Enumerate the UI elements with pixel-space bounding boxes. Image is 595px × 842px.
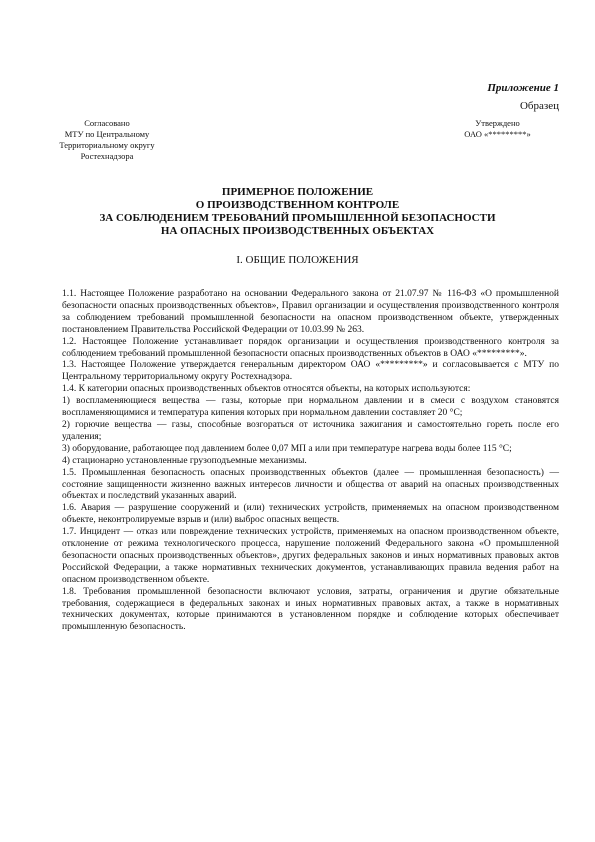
title-line: НА ОПАСНЫХ ПРОИЗВОДСТВЕННЫХ ОБЪЕКТАХ — [160, 225, 435, 237]
approval-agreed-line: Территориальному округу — [59, 140, 155, 150]
title-line: ЗА СОБЛЮДЕНИЕМ ТРЕБОВАНИЙ ПРОМЫШЛЕННОЙ БЕЗОПАСНОСТИ — [99, 212, 496, 224]
paragraph: 1.7. Инцидент — отказ или повреждение технических устройств, применяемых на опасном производственном объекте, отклонение от режима технологического процесса, нарушение положений Федерального закона «О промышленной безопасности опасных производственных объектов», других федеральных законов и иных нормативных правовых актов Российской Федерации, а также нормативных технических документов, устанавливающих правила ведения работ на опасном производственном объекте. — [62, 527, 559, 585]
approval-agreed-line: МТУ по Центральному — [64, 129, 150, 139]
paragraph: 1) воспламеняющиеся вещества — газы, которые при нормальном давлении и в смеси с воздухом становятся воспламеняющимися и температура кипения которых при нормальном давлении составляет 20 °С; — [62, 396, 559, 419]
paragraph: 1.1. Настоящее Положение разработано на основании Федерального закона от 21.07.97 № 116-ФЗ «О промышленной безопасности опасных производственных объектов», Правил организации и осуществления производственного контроля за соблюдением требований промышленной безопасности на опасном производственном объекте, утвержденных постановлением Правительства Российской Федерации от 10.03.99 № 263. — [62, 289, 559, 335]
paragraph: 1.2. Настоящее Положение устанавливает порядок организации и осуществления производственного контроля за соблюдением требований промышленной безопасности опасных производственных объектов в ОАО «*********». — [62, 336, 559, 359]
approval-agreed-line: Согласовано — [84, 118, 130, 128]
paragraph: 2) горючие вещества — газы, способные возгораться от источника зажигания и самостоятельно гореть после его удаления; — [62, 419, 559, 442]
paragraph: 4) стационарно установленные грузоподъемные механизмы. — [62, 455, 307, 466]
title-line: ПРИМЕРНОЕ ПОЛОЖЕНИЕ — [221, 186, 374, 198]
document-body — [62, 289, 559, 634]
approval-approved-line: Утверждено — [475, 118, 520, 128]
paragraph: 3) оборудование, работающее под давлением более 0,07 МП а или при температуре нагрева воды более 115 °С; — [62, 443, 512, 454]
paragraph: 1.8. Требования промышленной безопасности включают условия, затраты, ограничения и другие обязательные требования, содержащиеся в федеральных законах и иных нормативных правовых актах, а также в нормативных технических документах, которые принимаются в установленном порядке и соблюдение которых обеспечивает промышленную безопасность. — [62, 586, 559, 633]
sample-label: Образец — [519, 100, 559, 112]
document-title — [0, 186, 595, 238]
paragraph: 1.4. К категории опасных производственных объектов относятся объекты, на которых используются: — [62, 384, 471, 395]
approval-agreed-line: Ростехнадзора — [80, 151, 134, 161]
approval-agreed-block — [48, 118, 166, 162]
paragraph: 1.5. Промышленная безопасность опасных производственных объектов (далее — промышленная безопасность) — состояние защищенности жизненно важных интересов личности и общества от аварий на опасных производственных объектах и последствий указанных аварий. — [62, 467, 559, 502]
approval-approved-line: ОАО «*********» — [464, 129, 531, 139]
title-line: О ПРОИЗВОДСТВЕННОМ КОНТРОЛЕ — [195, 199, 400, 211]
approval-approved-block — [440, 118, 555, 140]
paragraph: 1.3. Настоящее Положение утверждается генеральным директором ОАО «*********» и согласовывается с МТУ по Центральному территориальному округу Ростехнадзора. — [62, 360, 559, 383]
section-heading: I. ОБЩИЕ ПОЛОЖЕНИЯ — [236, 254, 359, 266]
paragraph: 1.6. Авария — разрушение сооружений и (или) технических устройств, применяемых на опасном производственном объекте, неконтролируемые взрыв и (или) выброс опасных веществ. — [62, 503, 559, 526]
appendix-label: Приложение 1 — [487, 82, 559, 94]
